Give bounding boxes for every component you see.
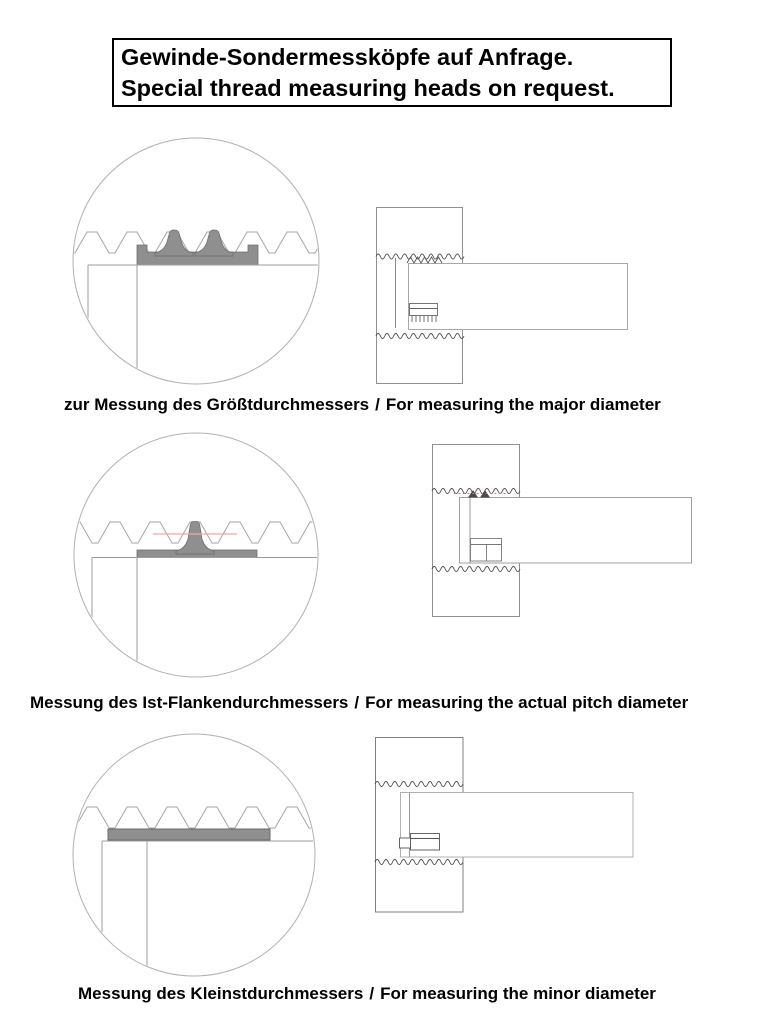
probe-carriage xyxy=(471,539,502,562)
measuring-head-tooth xyxy=(176,522,214,555)
holder-block-lines xyxy=(92,558,318,662)
caption-separator: / xyxy=(375,395,380,414)
measuring-arm xyxy=(409,264,628,330)
caption-separator: / xyxy=(369,984,375,1003)
caption-major-diameter xyxy=(64,395,661,415)
detail-circle-outline xyxy=(73,734,315,976)
title-line-english: Special thread measuring heads on request. xyxy=(121,75,615,101)
caption-minor-diameter xyxy=(78,984,656,1004)
row3-schematic xyxy=(375,738,633,913)
caption-separator: / xyxy=(354,693,360,712)
row1-schematic xyxy=(376,208,628,384)
caption-german: Messung des Ist-Flankendurchmessers xyxy=(30,693,349,712)
caption-english: For measuring the minor diameter xyxy=(380,984,656,1003)
thread-profile xyxy=(29,232,355,253)
caption-pitch-diameter xyxy=(30,693,688,713)
caption-german: zur Messung des Größtdurchmessers xyxy=(64,395,370,414)
holder-block-lines xyxy=(102,841,316,966)
measuring-head-body xyxy=(108,829,270,840)
caption-english: For measuring the actual pitch diameter xyxy=(365,693,689,712)
title-line-german: Gewinde-Sondermessköpfe auf Anfrage. xyxy=(121,44,574,70)
row3-detail-circle xyxy=(29,734,355,976)
caption-english: For measuring the major diameter xyxy=(385,395,661,414)
row1-detail-circle xyxy=(29,138,355,384)
caption-german: Messung des Kleinstdurchmessers xyxy=(78,984,364,1003)
row2-schematic xyxy=(432,445,692,617)
row2-detail-circle xyxy=(30,433,338,677)
